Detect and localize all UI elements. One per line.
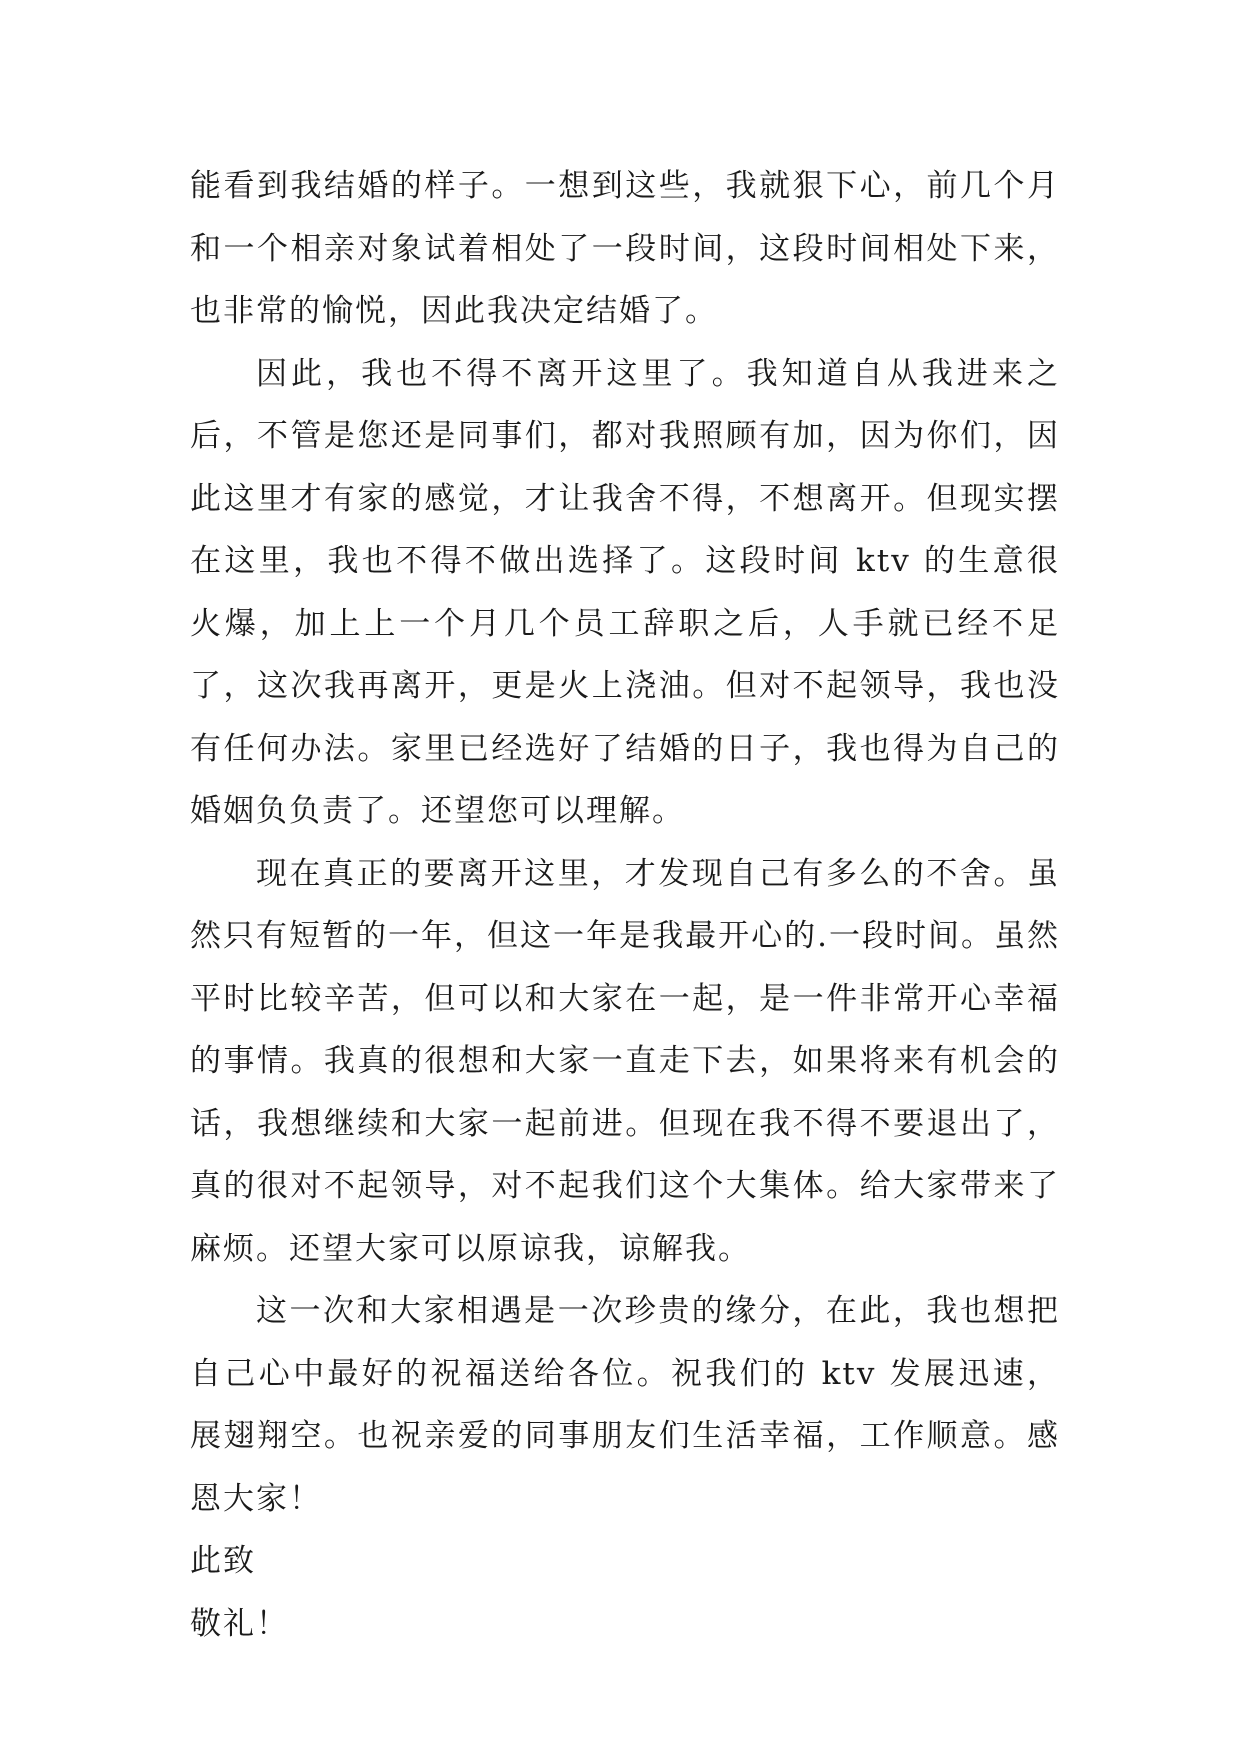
paragraph-reluctance: 现在真正的要离开这里，才发现自己有多么的不舍。虽然只有短暂的一年，但这一年是我最开心的.一段时间。虽然平时比较辛苦，但可以和大家在一起，是一件非常开心幸福的事情。我真的很想和大家一直走下去，如果将来有机会的话，我想继续和大家一起前进。但现在我不得不要退出了，真的很对不起领导，对不起我们这个大集体。给大家带来了麻烦。还望大家可以原谅我，谅解我。: [190, 855, 1060, 1267]
closing-salutation: 此致: [190, 1543, 256, 1579]
paragraph-leaving: 因此，我也不得不离开这里了。我知道自从我进来之后，不管是您还是同事们，都对我照顾有加，因为你们，因此这里才有家的感觉，才让我舍不得，不想离开。但现实摆在这里，我也不得不做出选择了。这段时间 ktv 的生意很火爆，加上上一个月几个员工辞职之后，人手就已经不足了，这次我再离开，更是火上浇油。但对不起领导，我也没有任何办法。家里已经选好了结婚的日子，我也得为自己的婚姻负负责了。还望您可以理解。: [190, 355, 1060, 829]
letter-body: [190, 155, 1060, 1655]
closing-regards: 敬礼！: [190, 1605, 289, 1642]
paragraph-continued: 能看到我结婚的样子。一想到这些，我就狠下心，前几个月和一个相亲对象试着相处了一段时间，这段时间相处下来，也非常的愉悦，因此我决定结婚了。: [190, 168, 1060, 329]
paragraph-blessing: 这一次和大家相遇是一次珍贵的缘分，在此，我也想把自己心中最好的祝福送给各位。祝我们的 ktv 发展迅速，展翅翔空。也祝亲爱的同事朋友们生活幸福，工作顺意。感恩大家！: [190, 1293, 1060, 1517]
